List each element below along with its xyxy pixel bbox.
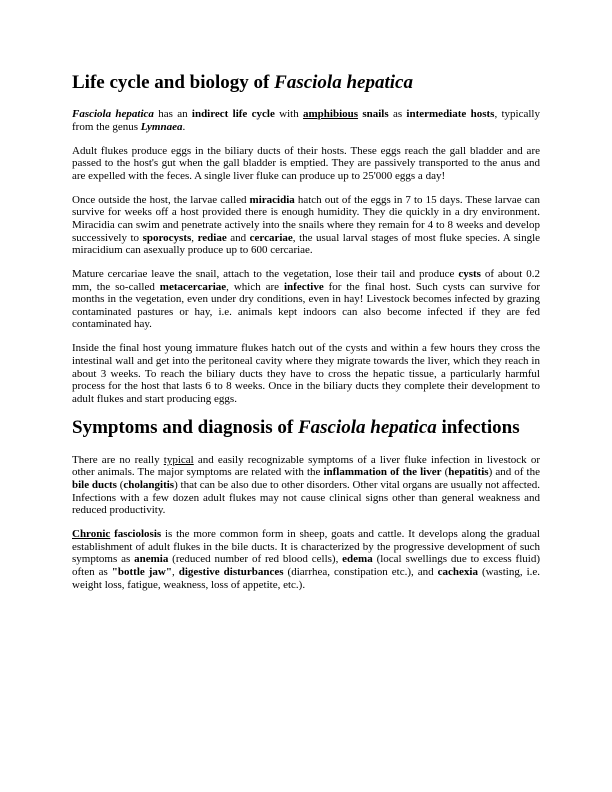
link-chronic: Chronic: [72, 528, 111, 541]
paragraph-intro: Fasciola hepatica has an indirect life cycle with amphibious snails as intermediate hosts, typically from the genus Lymnaea.: [72, 108, 540, 133]
heading-species-name: Fasciola hepatica: [297, 416, 437, 438]
section-heading-symptoms: Symptoms and diagnosis of Fasciola hepatica infections: [72, 416, 520, 438]
paragraph-final-host: Inside the final host young immature flukes hatch out of the cysts and within a few hours they cross the intestinal wall and get into the peritoneal cavity where they migrate towards the liver, which they reach in about 3 weeks. To reach the biliary ducts they have to cross the hepatic tissue, a particularly harmful process for the host that lasts 6 to 8 weeks. Once in the biliary ducts they complete their development to adult flukes and start producing eggs.: [72, 342, 540, 405]
paragraph-chronic: Chronic fasciolosis is the more common form in sheep, goats and cattle. It develops along the gradual establishment of adult flukes in the bile ducts. It is characterized by the progressive development of such symptoms as anemia (reduced number of red blood cells), edema (local swellings due to excess fluid) often as "bottle jaw", digestive disturbances (diarrhea, constipation etc.), and cachexia (wasting, i.e. weight loss, fatigue, weakness, loss of appetite, etc.).: [72, 528, 541, 591]
document-content: [72, 72, 540, 603]
paragraph-eggs: Adult flukes produce eggs in the biliary ducts of their hosts. These eggs reach the gall bladder and are passed to the host's gut when the gall bladder is emptied. They are passively transported to the anus and are expelled with the feces. A single liver fluke can produce up to 25'000 eggs a day!: [72, 144, 540, 182]
paragraph-symptoms: There are no really typical and easily recognizable symptoms of a liver fluke infection in livestock or other animals. The major symptoms are related with the inflammation of the liver (hepatitis) and of the bile ducts (cholangitis) that can be also due to other disorders. Other vital organs are usually not affected. Infections with a few dozen adult flukes may not cause clinical signs other than general weakness and reduced productivity.: [72, 453, 540, 517]
heading-species-name: Fasciola hepatica: [274, 72, 413, 93]
paragraph-cercariae: Mature cercariae leave the snail, attach to the vegetation, lose their tail and produce cysts of about 0.2 mm, the so-called metacercariae, which are infective for the final host. Such cysts can survive for months in the vegetation, even under dry conditions, even in hay! Livestock becomes infected by grazing contaminated pastures or hay, i.e. animals kept indoors can also become infected if they are fed contaminated hay.: [72, 268, 541, 331]
link-amphibious: amphibious: [303, 108, 359, 120]
section-heading-life-cycle: Life cycle and biology of Fasciola hepatica: [72, 72, 413, 93]
link-typical: typical: [163, 453, 194, 466]
paragraph-miracidia: Once outside the host, the larvae called miracidia hatch out of the eggs in 7 to 15 days. These larvae can survive for weeks off a host provided there is enough humidity. They die quickly in a dry environment. Miracidia can swim and penetrate actively into the snails where they remain for 4 to 8 weeks and develop successively to sporocysts, rediae and cercariae, the usual larval stages of most fluke species. A single miracidium can asexually produce up to 600 cercariae.: [72, 193, 541, 257]
